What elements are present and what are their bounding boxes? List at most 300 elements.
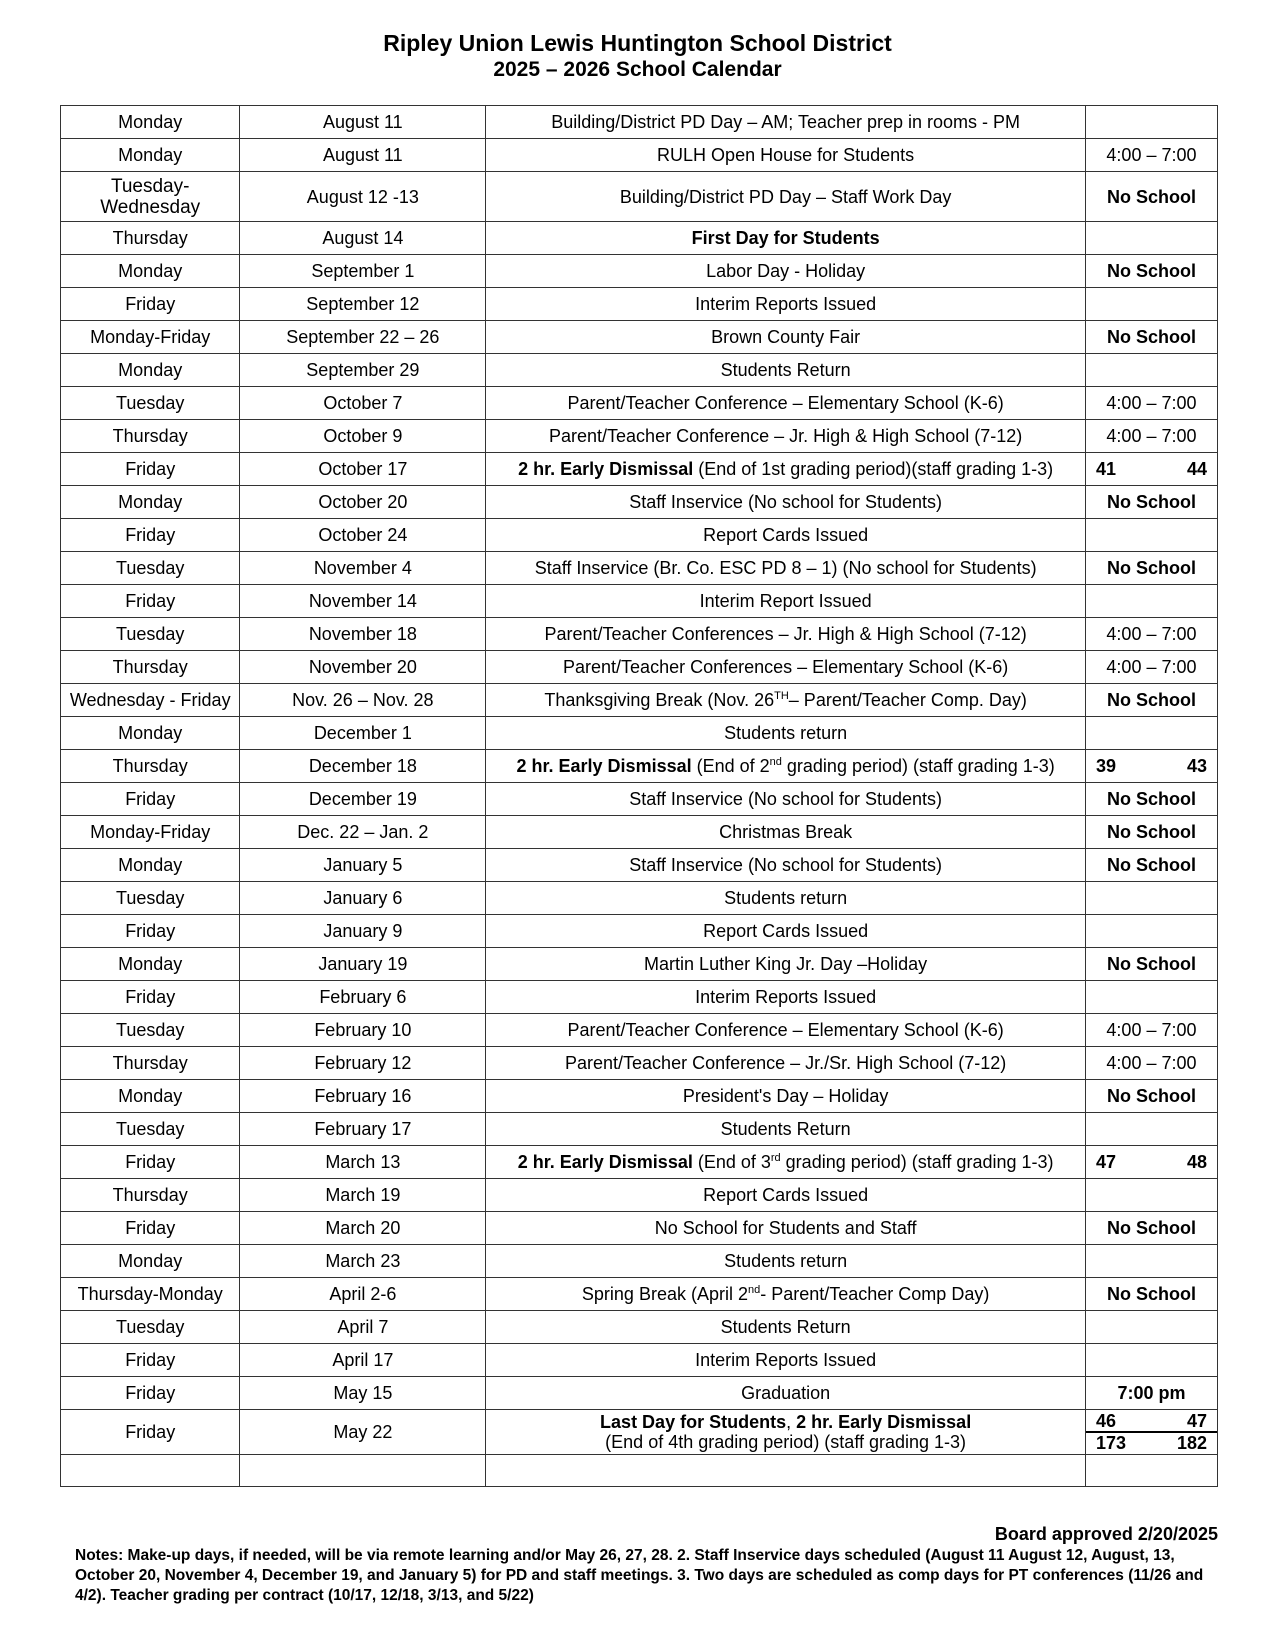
event-cell — [486, 420, 1086, 453]
event-cell — [486, 816, 1086, 849]
day-cell — [61, 1014, 240, 1047]
event-superscript: nd — [769, 756, 782, 768]
day-cell — [61, 106, 240, 139]
note-text: No School — [1106, 1284, 1196, 1304]
note-cell — [1085, 948, 1217, 981]
date-cell — [240, 1377, 486, 1410]
date-text: October 20 — [318, 492, 408, 512]
day-text: Tuesday — [116, 558, 185, 578]
table-row — [61, 387, 1218, 420]
event-cell — [486, 618, 1086, 651]
event-cell — [486, 717, 1086, 750]
note-cell — [1085, 106, 1217, 139]
table-row — [61, 1113, 1218, 1146]
grading-days-b: 43 — [1186, 756, 1207, 776]
date-cell — [240, 849, 486, 882]
table-row — [61, 1311, 1218, 1344]
event-cell — [486, 354, 1086, 387]
event-text: Building/District PD Day – Staff Work Day — [619, 186, 952, 207]
note-cell — [1085, 816, 1217, 849]
date-cell — [240, 783, 486, 816]
day-text: Tuesday-Wednesday — [100, 175, 201, 218]
day-cell — [61, 222, 240, 255]
event-cell — [486, 1212, 1086, 1245]
date-text: October 7 — [323, 393, 403, 413]
note-cell — [1085, 453, 1217, 486]
date-text: November 18 — [308, 624, 417, 644]
table-row — [61, 519, 1218, 552]
event-text: (End of 1st grading period)(staff grading 1-3) — [693, 459, 1054, 479]
date-cell — [240, 651, 486, 684]
event-bold: 2 hr. Early Dismissal — [518, 459, 694, 479]
table-row — [61, 585, 1218, 618]
note-text: 7:00 pm — [1117, 1383, 1186, 1403]
note-text: No School — [1106, 690, 1196, 710]
grading-days-pair — [1086, 459, 1217, 479]
event-text: Christmas Break — [719, 822, 853, 842]
day-cell — [61, 1344, 240, 1377]
event-text-post: - Parent/Teacher Comp Day) — [760, 1284, 990, 1304]
date-cell — [240, 750, 486, 783]
date-cell — [240, 172, 486, 222]
total-days-b: 182 — [1176, 1433, 1207, 1453]
event-bold: 2 hr. Early Dismissal — [516, 756, 692, 776]
note-cell — [1085, 1146, 1217, 1179]
note-cell — [1085, 1410, 1217, 1455]
event-cell — [486, 948, 1086, 981]
event-cell — [486, 1344, 1086, 1377]
date-text: November 4 — [313, 558, 412, 578]
event-text: Students Return — [720, 1317, 851, 1337]
day-text: Friday — [125, 921, 176, 941]
note-cell — [1085, 1344, 1217, 1377]
note-text: No School — [1106, 261, 1196, 281]
date-text: January 6 — [323, 888, 403, 908]
note-cell — [1085, 255, 1217, 288]
table-row — [61, 1410, 1218, 1455]
date-text: March 19 — [325, 1185, 401, 1205]
note-cell — [1085, 1113, 1217, 1146]
event-cell — [486, 1245, 1086, 1278]
day-cell — [61, 1278, 240, 1311]
event-text: Interim Reports Issued — [695, 987, 877, 1007]
date-text: August 12 -13 — [306, 186, 419, 207]
note-cell — [1085, 1047, 1217, 1080]
note-text: No School — [1106, 789, 1196, 809]
date-text: September 1 — [311, 261, 415, 281]
day-text: Thursday — [112, 756, 188, 776]
day-text: Friday — [125, 1350, 176, 1370]
event-text: Report Cards Issued — [703, 525, 869, 545]
event-text: Parent/Teacher Conference – Jr. High & High School (7-12) — [549, 426, 1023, 446]
event-text: Building/District PD Day – AM; Teacher prep in rooms - PM — [551, 112, 1021, 132]
note-cell — [1085, 1377, 1217, 1410]
grading-days-a: 46 — [1095, 1411, 1116, 1431]
date-cell — [240, 453, 486, 486]
day-text: Monday — [118, 1086, 183, 1106]
event-cell — [486, 750, 1086, 783]
event-cell — [486, 585, 1086, 618]
event-text: Interim Report Issued — [699, 591, 872, 611]
day-cell — [61, 288, 240, 321]
day-cell — [61, 387, 240, 420]
day-text: Monday — [118, 261, 183, 281]
note-cell — [1085, 717, 1217, 750]
event-text: Students return — [724, 723, 848, 743]
day-text: Monday-Friday — [90, 327, 211, 347]
day-text: Monday — [118, 1251, 183, 1271]
date-text: January 19 — [318, 954, 408, 974]
event-cell — [486, 1311, 1086, 1344]
date-cell — [240, 585, 486, 618]
date-cell — [240, 387, 486, 420]
note-cell — [1085, 519, 1217, 552]
event-text: RULH Open House for Students — [657, 145, 915, 165]
event-text: Interim Reports Issued — [695, 1350, 877, 1370]
day-cell — [61, 1245, 240, 1278]
event-cell — [486, 106, 1086, 139]
table-row — [61, 1377, 1218, 1410]
event-cell — [486, 172, 1086, 222]
note-text: No School — [1106, 954, 1196, 974]
date-cell — [240, 255, 486, 288]
day-cell — [61, 1146, 240, 1179]
date-cell — [240, 1113, 486, 1146]
calendar-body — [61, 106, 1218, 1487]
event-cell — [486, 1113, 1086, 1146]
day-text: Monday — [118, 360, 183, 380]
note-cell — [1085, 1311, 1217, 1344]
event-text: Staff Inservice (No school for Students) — [629, 855, 943, 875]
event-text: (End of 3 — [692, 1152, 771, 1172]
date-text: December 19 — [308, 789, 417, 809]
day-text: Friday — [125, 789, 176, 809]
table-row — [61, 1179, 1218, 1212]
note-cell — [1085, 1245, 1217, 1278]
day-cell — [61, 172, 240, 222]
document-title: Ripley Union Lewis Huntington School District — [383, 30, 892, 56]
note-cell — [1085, 387, 1217, 420]
date-cell — [240, 222, 486, 255]
date-cell — [240, 321, 486, 354]
grading-days-b: 48 — [1186, 1152, 1207, 1172]
note-cell — [1085, 222, 1217, 255]
event-bold: 2 hr. Early Dismissal — [517, 1152, 693, 1172]
note-cell — [1085, 552, 1217, 585]
note-cell — [1085, 172, 1217, 222]
event-cell — [486, 255, 1086, 288]
table-row — [61, 486, 1218, 519]
table-row — [61, 453, 1218, 486]
event-cell — [486, 139, 1086, 172]
date-cell — [240, 420, 486, 453]
event-cell — [486, 552, 1086, 585]
date-text: October 9 — [323, 426, 403, 446]
date-cell — [240, 948, 486, 981]
date-text: September 29 — [306, 360, 420, 380]
date-text: February 6 — [319, 987, 407, 1007]
event-text: Staff Inservice (No school for Students) — [629, 789, 943, 809]
day-text: Friday — [125, 525, 176, 545]
date-text: March 13 — [325, 1152, 401, 1172]
grading-days-pair — [1086, 756, 1217, 776]
day-text: Thursday — [112, 657, 188, 677]
day-cell — [61, 1080, 240, 1113]
event-cell — [486, 222, 1086, 255]
date-text: February 17 — [314, 1119, 412, 1139]
day-text: Monday-Friday — [90, 822, 211, 842]
day-cell — [61, 915, 240, 948]
date-text: December 18 — [308, 756, 417, 776]
day-text: Tuesday — [116, 1020, 185, 1040]
note-text: No School — [1106, 1218, 1196, 1238]
day-cell — [61, 783, 240, 816]
table-row — [61, 882, 1218, 915]
date-text: December 1 — [313, 723, 412, 743]
total-days-a: 173 — [1095, 1433, 1126, 1453]
table-row — [61, 948, 1218, 981]
day-text: Friday — [125, 1152, 176, 1172]
date-text: April 17 — [332, 1350, 394, 1370]
event-text: Brown County Fair — [711, 327, 861, 347]
day-cell — [61, 684, 240, 717]
day-text: Monday — [118, 112, 183, 132]
event-cell — [486, 1278, 1086, 1311]
day-cell — [61, 1212, 240, 1245]
note-cell — [1085, 1179, 1217, 1212]
day-cell — [61, 139, 240, 172]
event-bold: Last Day for Students — [600, 1412, 787, 1432]
day-cell — [61, 1179, 240, 1212]
date-cell — [240, 1080, 486, 1113]
event-text: Report Cards Issued — [703, 921, 869, 941]
date-text: October 17 — [318, 459, 408, 479]
day-cell — [61, 618, 240, 651]
event-text: Staff Inservice (Br. Co. ESC PD 8 – 1) (No school for Students) — [534, 558, 1037, 578]
table-row — [61, 684, 1218, 717]
board-approved: Board approved 2/20/2025 — [994, 1524, 1218, 1544]
event-text: Students return — [724, 888, 848, 908]
date-cell — [240, 106, 486, 139]
table-row — [61, 618, 1218, 651]
day-text: Thursday — [112, 1053, 188, 1073]
blank-cell — [1085, 1455, 1217, 1487]
table-row — [61, 420, 1218, 453]
date-cell — [240, 1245, 486, 1278]
note-cell — [1085, 486, 1217, 519]
event-text-post: – Parent/Teacher Comp. Day) — [788, 690, 1027, 710]
date-cell — [240, 1014, 486, 1047]
day-text: Friday — [125, 1218, 176, 1238]
note-cell — [1085, 1014, 1217, 1047]
event-cell — [486, 387, 1086, 420]
event-cell — [486, 882, 1086, 915]
date-cell — [240, 1212, 486, 1245]
event-superscript: rd — [770, 1152, 781, 1164]
day-text: Thursday — [112, 1185, 188, 1205]
day-text: Friday — [125, 1383, 176, 1403]
date-text: October 24 — [318, 525, 408, 545]
note-text: 4:00 – 7:00 — [1106, 393, 1197, 413]
date-text: November 14 — [308, 591, 417, 611]
blank-cell — [240, 1455, 486, 1487]
event-text: Students return — [724, 1251, 848, 1271]
event-cell — [486, 915, 1086, 948]
day-cell — [61, 519, 240, 552]
day-text: Monday — [118, 855, 183, 875]
day-text: Monday — [118, 954, 183, 974]
day-text: Tuesday — [116, 624, 185, 644]
day-text: Thursday-Monday — [77, 1284, 223, 1304]
calendar-table — [60, 105, 1218, 1487]
date-text: August 14 — [322, 228, 404, 248]
grading-days-b: 47 — [1186, 1411, 1207, 1431]
event-text: Parent/Teacher Conferences – Elementary School (K-6) — [563, 657, 1009, 677]
day-cell — [61, 849, 240, 882]
table-row — [61, 1014, 1218, 1047]
event-text: Report Cards Issued — [703, 1185, 869, 1205]
event-cell — [486, 1047, 1086, 1080]
note-text: No School — [1106, 822, 1196, 842]
blank-row — [61, 1455, 1218, 1487]
day-cell — [61, 255, 240, 288]
event-cell — [486, 486, 1086, 519]
table-row — [61, 915, 1218, 948]
date-text: August 11 — [322, 145, 403, 165]
day-cell — [61, 585, 240, 618]
date-cell — [240, 1278, 486, 1311]
date-cell — [240, 1311, 486, 1344]
table-row — [61, 849, 1218, 882]
date-cell — [240, 288, 486, 321]
day-text: Tuesday — [116, 1317, 185, 1337]
table-row — [61, 750, 1218, 783]
date-cell — [240, 1344, 486, 1377]
event-text: Labor Day - Holiday — [706, 261, 866, 281]
table-row — [61, 255, 1218, 288]
table-row — [61, 139, 1218, 172]
note-text: No School — [1106, 1086, 1196, 1106]
event-text: Spring Break (April 2 — [581, 1284, 748, 1304]
day-text: Friday — [125, 987, 176, 1007]
date-text: May 15 — [333, 1383, 393, 1403]
table-row — [61, 651, 1218, 684]
day-cell — [61, 1113, 240, 1146]
date-cell — [240, 552, 486, 585]
note-cell — [1085, 849, 1217, 882]
day-text: Monday — [118, 723, 183, 743]
event-cell — [486, 453, 1086, 486]
day-cell — [61, 321, 240, 354]
footer-notes: Notes: Make-up days, if needed, will be via remote learning and/or May 26, 27, 28. 2. Staff Inservice days scheduled (August 11 August 12, August, 13, October 20, November 4, December 19, and January 5) for PD and staff meetings. 3. Two days are scheduled as comp days for PT conferences (11/26 and 4/2). Teacher grading per contract (10/17, 12/18, 3/13, and 5/22) — [75, 1547, 1204, 1604]
event-superscript: nd — [747, 1284, 761, 1296]
event-cell — [486, 519, 1086, 552]
grading-days-a: 39 — [1095, 756, 1116, 776]
table-row — [61, 552, 1218, 585]
grading-days-a: 41 — [1095, 459, 1116, 479]
date-text: September 22 – 26 — [286, 327, 440, 347]
event-text: Students Return — [720, 1119, 851, 1139]
note-text: No School — [1106, 558, 1196, 578]
note-text: No School — [1106, 855, 1196, 875]
total-days-pair — [1086, 1433, 1217, 1453]
note-text: No School — [1106, 186, 1196, 207]
table-row — [61, 321, 1218, 354]
day-text: Friday — [125, 459, 176, 479]
table-row — [61, 1080, 1218, 1113]
date-text: August 11 — [322, 112, 403, 132]
table-row — [61, 1047, 1218, 1080]
date-cell — [240, 717, 486, 750]
date-cell — [240, 1179, 486, 1212]
day-cell — [61, 1311, 240, 1344]
date-text: April 2-6 — [329, 1284, 397, 1304]
table-row — [61, 816, 1218, 849]
date-text: April 7 — [337, 1317, 389, 1337]
event-cell — [486, 1377, 1086, 1410]
event-cell — [486, 981, 1086, 1014]
day-cell — [61, 1410, 240, 1455]
date-text: February 16 — [314, 1086, 412, 1106]
date-cell — [240, 519, 486, 552]
document-subtitle: 2025 – 2026 School Calendar — [493, 58, 782, 81]
date-cell — [240, 915, 486, 948]
date-cell — [240, 882, 486, 915]
grading-days-a: 47 — [1095, 1152, 1116, 1172]
day-cell — [61, 552, 240, 585]
day-cell — [61, 948, 240, 981]
note-cell — [1085, 1212, 1217, 1245]
table-row — [61, 717, 1218, 750]
event-cell — [486, 288, 1086, 321]
date-text: February 12 — [314, 1053, 412, 1073]
event-bold-2: 2 hr. Early Dismissal — [796, 1412, 972, 1432]
day-text: Wednesday - Friday — [69, 690, 231, 710]
day-cell — [61, 882, 240, 915]
day-cell — [61, 1377, 240, 1410]
date-text: May 22 — [333, 1422, 393, 1442]
event-text-post: grading period) (staff grading 1-3) — [780, 1152, 1054, 1172]
table-row — [61, 106, 1218, 139]
event-text: President's Day – Holiday — [682, 1086, 889, 1106]
date-text: January 5 — [323, 855, 403, 875]
event-text: Parent/Teacher Conference – Elementary School (K-6) — [567, 393, 1004, 413]
table-row — [61, 222, 1218, 255]
note-text: 4:00 – 7:00 — [1106, 145, 1197, 165]
event-text: Martin Luther King Jr. Day –Holiday — [644, 954, 928, 974]
note-text: 4:00 – 7:00 — [1106, 657, 1197, 677]
date-cell — [240, 354, 486, 387]
table-row — [61, 172, 1218, 222]
grading-days-pair — [1086, 1152, 1217, 1172]
day-cell — [61, 453, 240, 486]
day-text: Thursday — [112, 228, 188, 248]
blank-cell — [61, 1455, 240, 1487]
event-text: Parent/Teacher Conferences – Jr. High & High School (7-12) — [544, 624, 1027, 644]
day-cell — [61, 420, 240, 453]
note-text: 4:00 – 7:00 — [1106, 1053, 1197, 1073]
event-text: Parent/Teacher Conference – Jr./Sr. High School (7-12) — [565, 1053, 1007, 1073]
table-row — [61, 1245, 1218, 1278]
event-text: No School for Students and Staff — [654, 1218, 917, 1238]
day-cell — [61, 816, 240, 849]
date-text: Nov. 26 – Nov. 28 — [292, 690, 434, 710]
table-row — [61, 783, 1218, 816]
event-text: First Day for Students — [691, 228, 880, 248]
note-cell — [1085, 651, 1217, 684]
grading-days-pair — [1086, 1411, 1217, 1433]
event-text: Parent/Teacher Conference – Elementary School (K-6) — [567, 1020, 1004, 1040]
